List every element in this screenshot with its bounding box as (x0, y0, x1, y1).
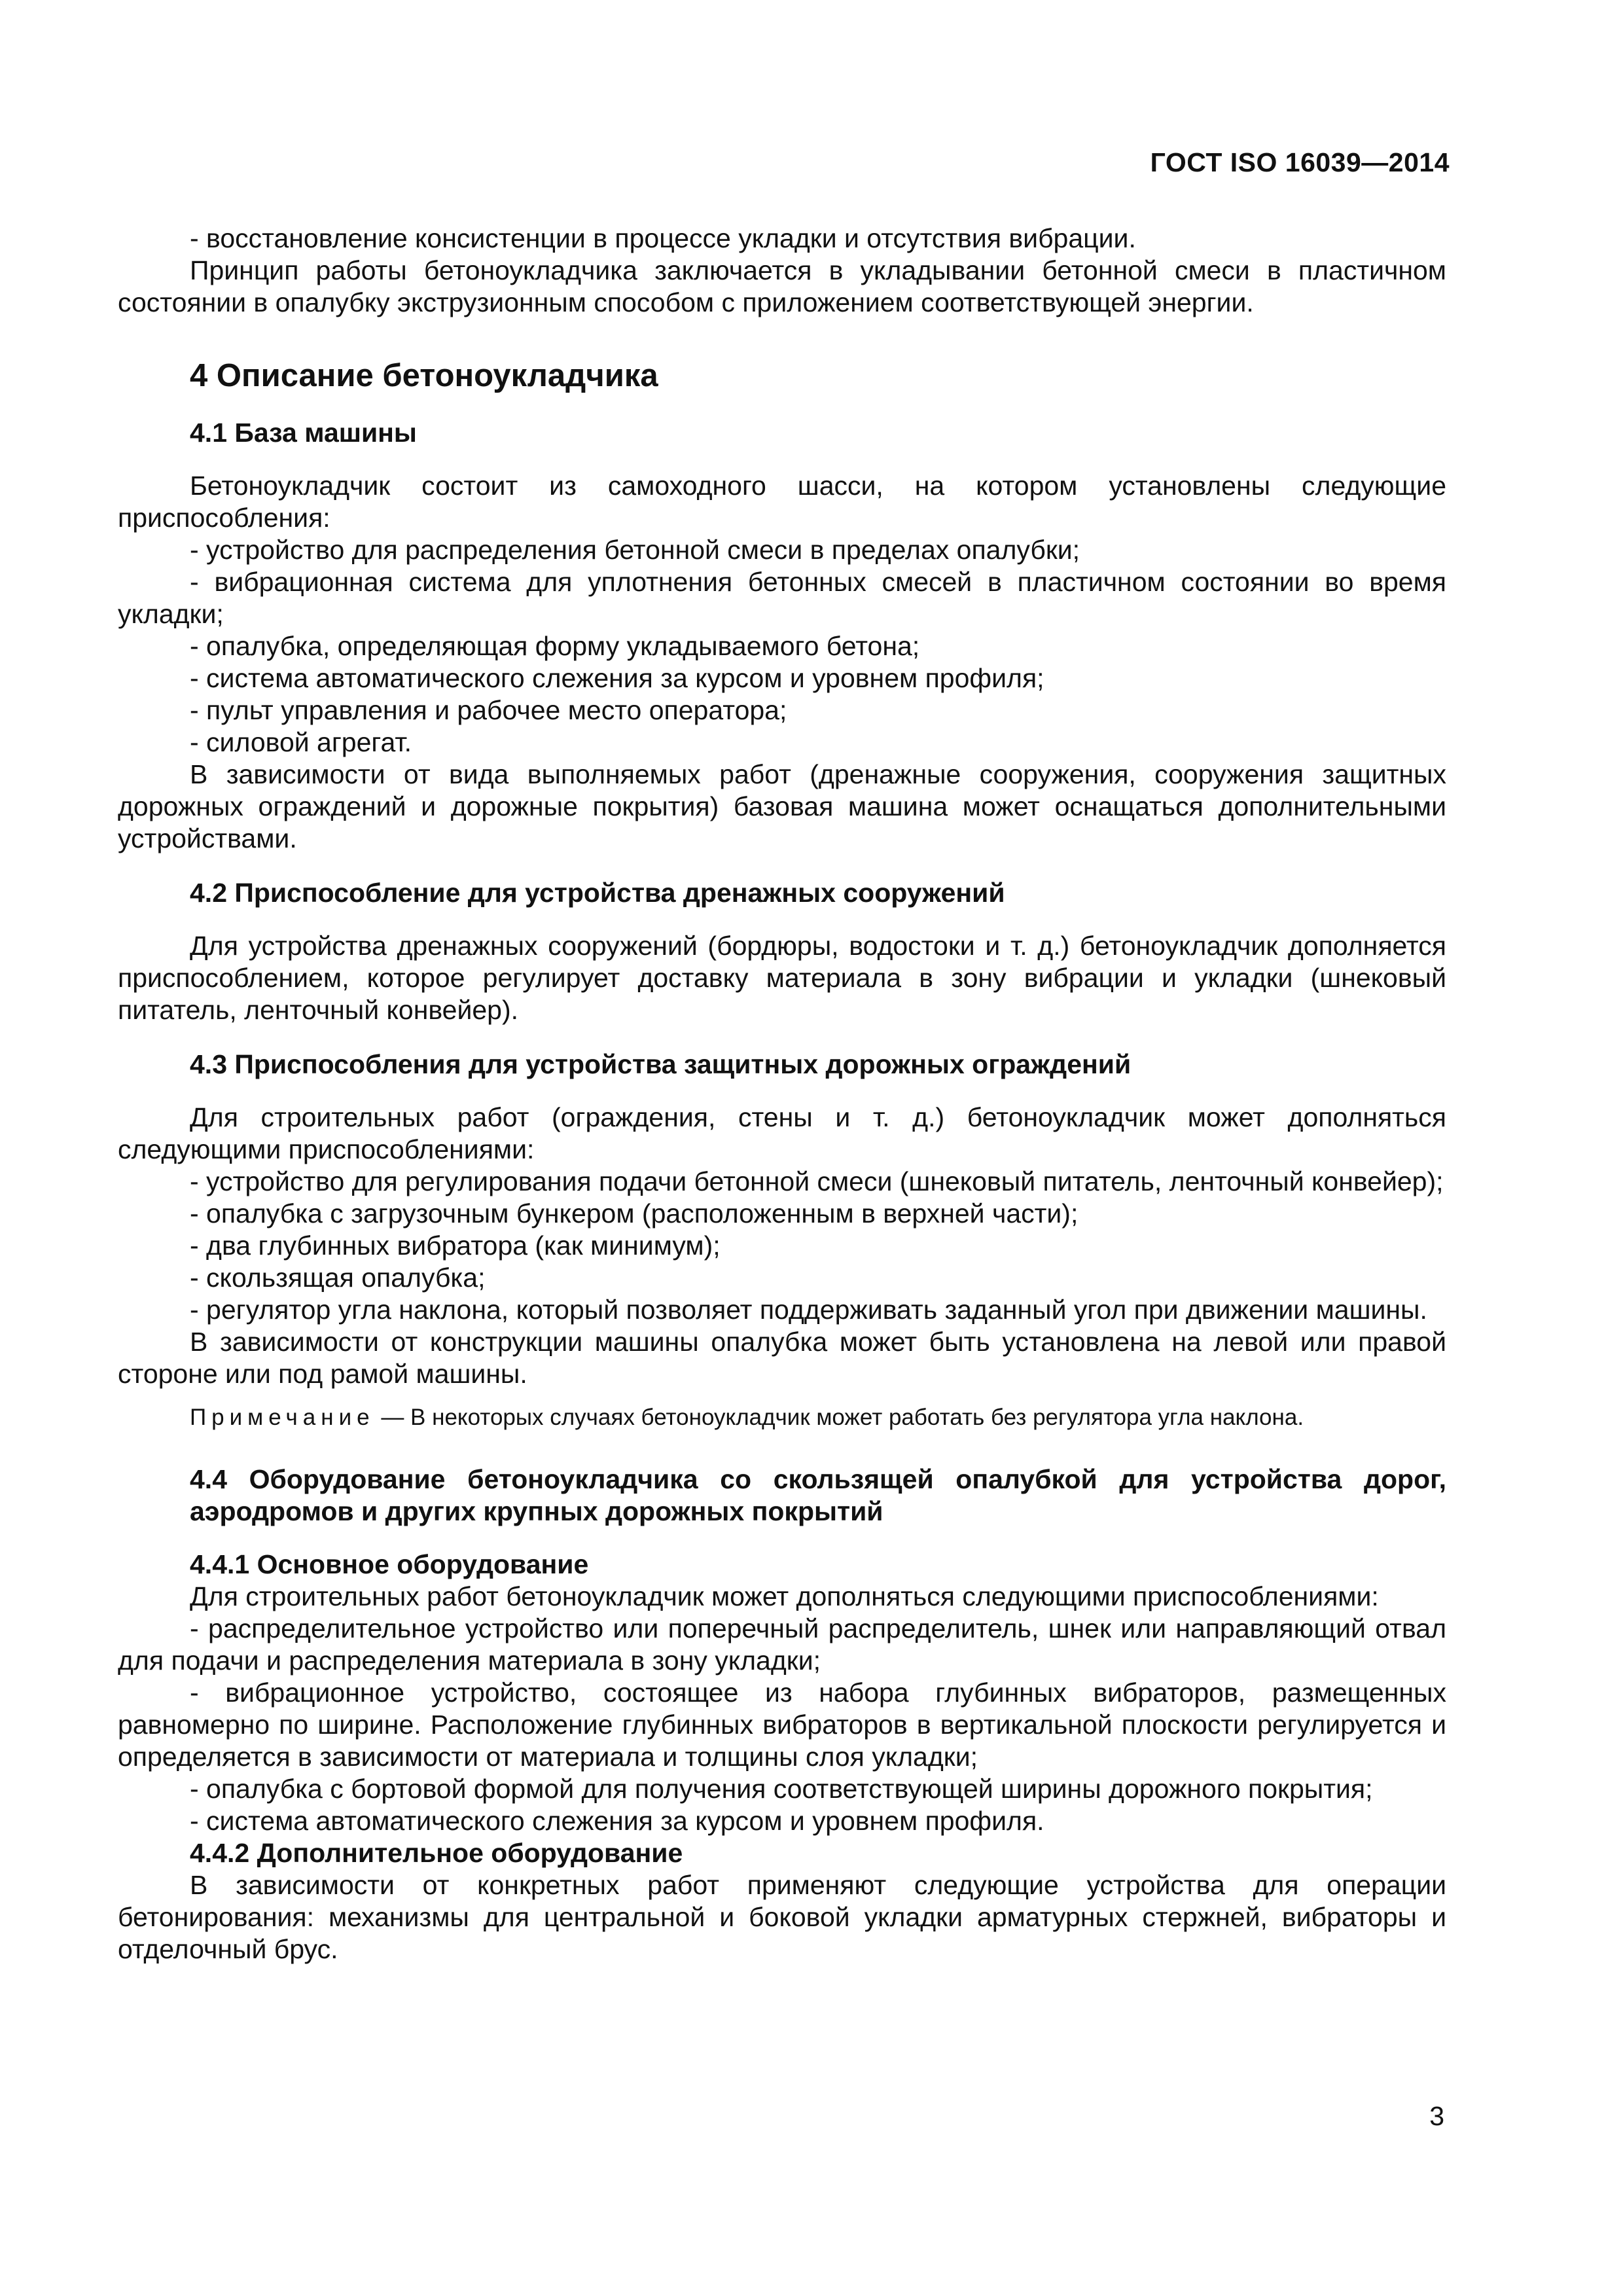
list-item: - опалубка, определяющая форму укладываемого бетона; (190, 631, 920, 661)
note-text: — В некоторых случаях бетоноукладчик может работать без регулятора угла наклона. (374, 1405, 1304, 1430)
intro-paragraph-2: Принцип работы бетоноукладчика заключается в укладывании бетонной смеси в пластичном состоянии в опалубку экструзионным способом с приложением соответствующей энергии. (118, 255, 1446, 317)
note (190, 1403, 1446, 1432)
section-4-3-heading: 4.3 Приспособления для устройства защитных дорожных ограждений (190, 1049, 1132, 1079)
section-4-2-heading: 4.2 Приспособление для устройства дренажных сооружений (190, 878, 1005, 908)
list-item: - устройство для распределения бетонной смеси в пределах опалубки; (190, 535, 1080, 565)
list-item: - вибрационное устройство, состоящее из набора глубинных вибраторов, размещенных равномерно по ширине. Расположение глубинных вибраторов в вертикальной плоскости регулируется и определяется в зависимости от материала и толщины слоя укладки; (118, 1677, 1446, 1772)
section-4-3-tail: В зависимости от конструкции машины опалубка может быть установлена на левой или правой стороне или под рамой машины. (118, 1327, 1446, 1389)
list-item: - устройство для регулирования подачи бетонной смеси (шнековый питатель, ленточный конвейер); (190, 1166, 1444, 1196)
list-item: - два глубинных вибратора (как минимум); (190, 1230, 721, 1261)
section-4-2-body: Для устройства дренажных сооружений (бордюры, водостоки и т. д.) бетоноукладчик дополняется приспособлением, которое регулирует доставку материала в зону вибрации и укладки (шнековый питатель, ленточный конвейер). (118, 931, 1446, 1025)
list-item: - скользящая опалубка; (190, 1263, 486, 1293)
page-number: 3 (1429, 2101, 1444, 2131)
section-4-4-heading: 4.4 Оборудование бетоноукладчика со скользящей опалубкой для устройства дорог, аэродромов и других крупных дорожных покрытий (190, 1464, 1446, 1526)
list-item: - регулятор угла наклона, который позволяет поддерживать заданный угол при движении машины. (190, 1295, 1427, 1325)
list-item: - система автоматического слежения за курсом и уровнем профиля. (190, 1806, 1044, 1836)
section-4-heading: 4 Описание бетоноукладчика (190, 358, 658, 393)
document-body (118, 223, 1446, 1965)
list-item: - опалубка с загрузочным бункером (расположенным в верхней части); (190, 1198, 1079, 1229)
section-4-4-1-lead: Для строительных работ бетоноукладчик может дополняться следующими приспособлениями: (190, 1581, 1379, 1611)
document-header: ГОСТ ISO 16039—2014 (1150, 147, 1450, 177)
section-4-4-2-heading: 4.4.2 Дополнительное оборудование (190, 1838, 683, 1868)
list-item: - опалубка с бортовой формой для получения соответствующей ширины дорожного покрытия; (190, 1774, 1373, 1804)
section-4-1-heading: 4.1 База машины (190, 418, 417, 448)
section-4-4-2-body: В зависимости от конкретных работ применяют следующие устройства для операции бетонирования: механизмы для центральной и боковой укладки арматурных стержней, вибраторы и отделочный брус. (118, 1870, 1446, 1964)
list-item: - пульт управления и рабочее место оператора; (190, 695, 787, 725)
section-4-3-lead: Для строительных работ (ограждения, стены и т. д.) бетоноукладчик может дополняться следующими приспособлениями: (118, 1102, 1446, 1164)
list-item: - система автоматического слежения за курсом и уровнем профиля; (190, 663, 1044, 693)
intro-paragraph-1: - восстановление консистенции в процессе укладки и отсутствия вибрации. (190, 223, 1136, 253)
list-item: - вибрационная система для уплотнения бетонных смесей в пластичном состоянии во время укладки; (118, 567, 1446, 629)
list-item: - распределительное устройство или поперечный распределитель, шнек или направляющий отвал для подачи и распределения материала в зону укладки; (118, 1613, 1446, 1676)
list-item: - силовой агрегат. (190, 727, 412, 757)
section-4-4-1-heading: 4.4.1 Основное оборудование (190, 1549, 589, 1579)
note-label: Примечание (190, 1405, 375, 1430)
section-4-1-lead: Бетоноукладчик состоит из самоходного шасси, на котором установлены следующие приспособления: (118, 471, 1446, 533)
section-4-1-tail: В зависимости от вида выполняемых работ (дренажные сооружения, сооружения защитных дорожных ограждений и дорожные покрытия) базовая машина может оснащаться дополнительными устройствами. (118, 759, 1446, 853)
